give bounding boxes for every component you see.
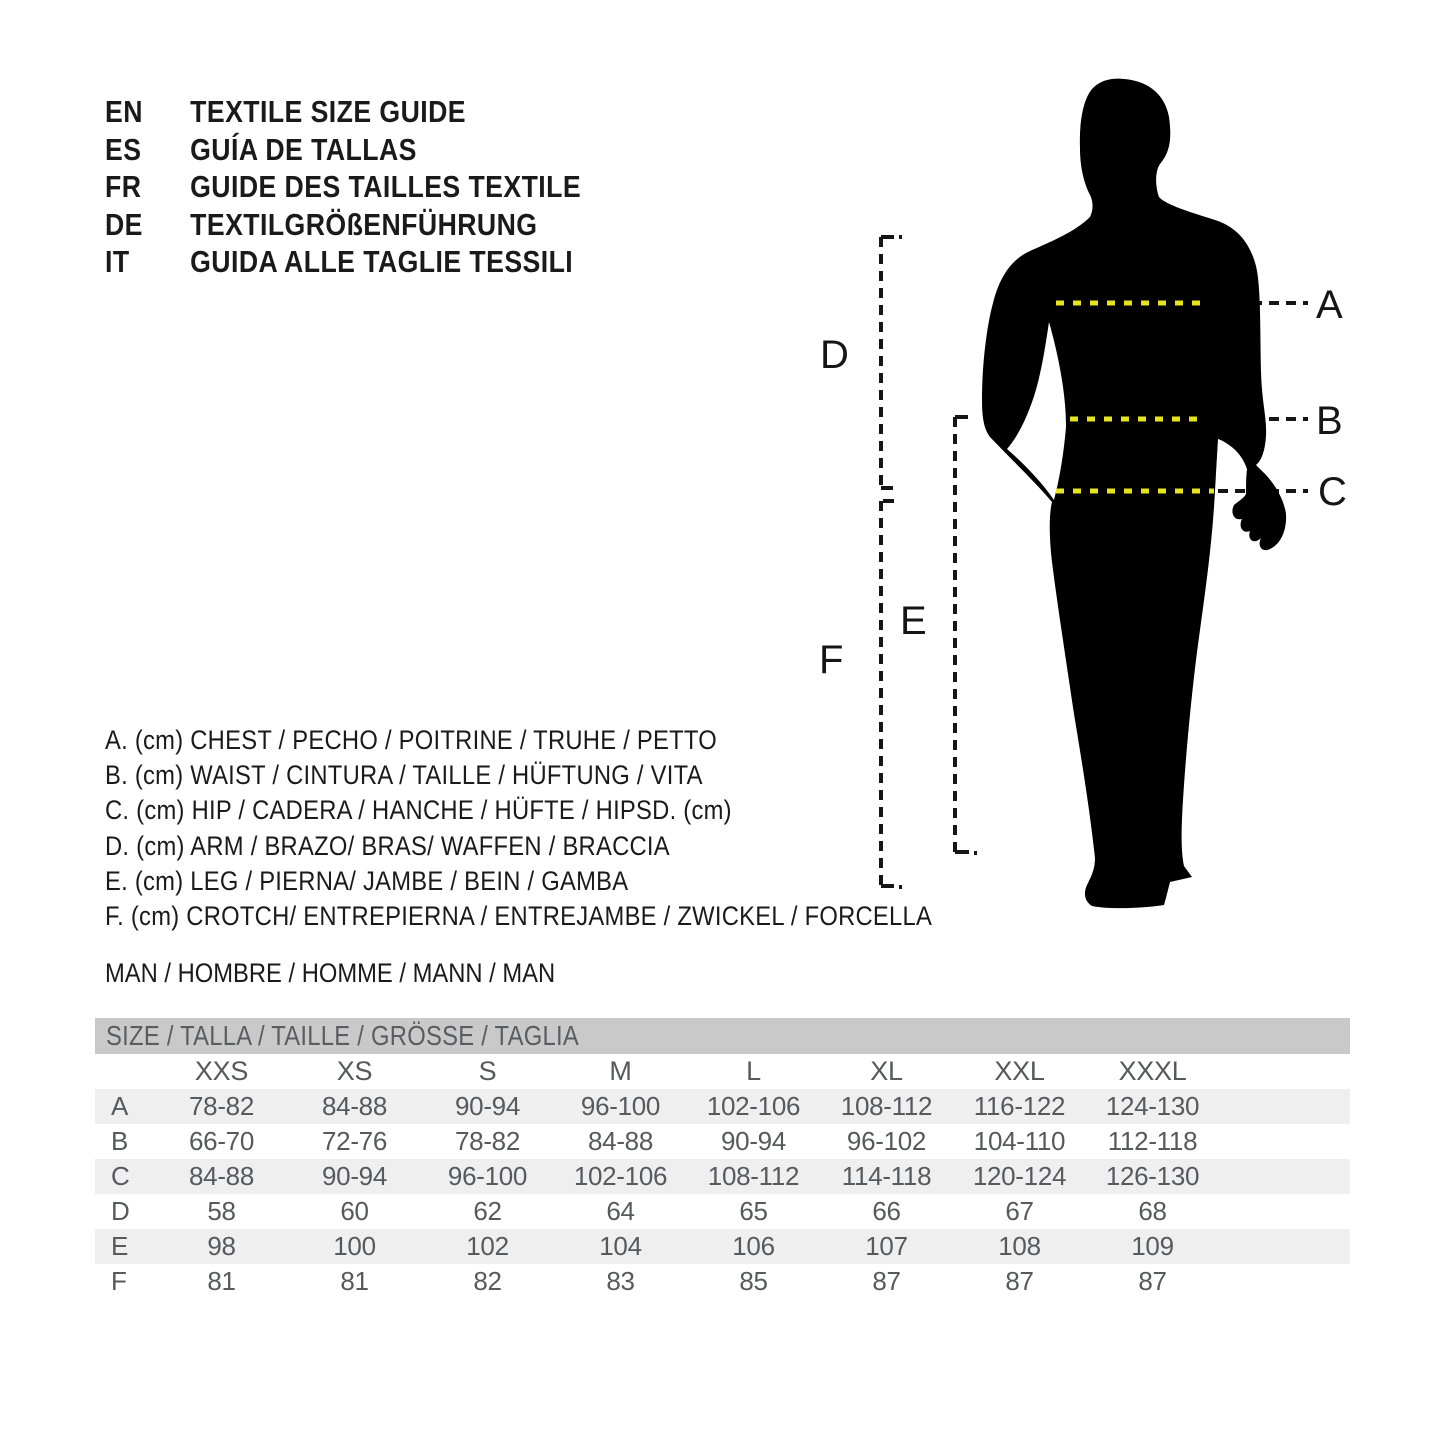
language-row-fr (105, 168, 659, 206)
legend-arm: D. (cm) ARM / BRAZO/ BRAS/ WAFFEN / BRACCIA (105, 830, 670, 861)
guide-title: GUÍA DE TALLAS (190, 131, 417, 167)
table-cell: 98 (207, 1231, 236, 1261)
column-header-xs: XS (336, 1056, 373, 1086)
size-column-header-row (95, 1054, 1350, 1089)
legend-hip: C. (cm) HIP / CADERA / HANCHE / HÜFTE / HIPSD. (cm) (105, 795, 732, 826)
measurement-legend (105, 723, 1045, 934)
table-row-chest (95, 1089, 1350, 1124)
table-cell: 108 (998, 1231, 1041, 1261)
table-cell: 109 (1131, 1231, 1174, 1261)
table-cell: 78-82 (189, 1091, 254, 1121)
table-cell: 87 (1005, 1266, 1034, 1296)
row-label: F (111, 1266, 127, 1296)
language-code: DE (105, 206, 143, 242)
table-cell: 83 (606, 1266, 635, 1296)
table-cell: 64 (606, 1196, 635, 1226)
table-cell: 65 (739, 1196, 768, 1226)
column-header-s: S (478, 1056, 497, 1086)
chest-label: A (1316, 283, 1343, 327)
row-label: C (111, 1161, 130, 1191)
guide-title: TEXTILGRÖßENFÜHRUNG (190, 206, 538, 242)
column-header-xxl: XXL (994, 1056, 1045, 1086)
size-table-title: SIZE / TALLA / TAILLE / GRÖSSE / TAGLIA (106, 1020, 579, 1051)
table-cell: 66 (872, 1196, 901, 1226)
table-cell: 114-118 (841, 1161, 932, 1191)
size-table-title-band (95, 1018, 1350, 1054)
table-cell: 87 (1138, 1266, 1167, 1296)
filler-cell (1219, 1124, 1350, 1159)
table-row-arm (95, 1194, 1350, 1229)
table-row-hip (95, 1159, 1350, 1194)
table-cell: 62 (473, 1196, 502, 1226)
table-cell: 112-118 (1107, 1126, 1198, 1156)
table-cell: 100 (333, 1231, 376, 1261)
table-cell: 124-130 (1105, 1091, 1200, 1121)
table-cell: 82 (473, 1266, 502, 1296)
table-cell: 60 (340, 1196, 369, 1226)
filler-cell (1219, 1054, 1350, 1089)
table-cell: 104-110 (973, 1126, 1066, 1156)
table-cell: 72-76 (322, 1126, 387, 1156)
crotch-label: F (819, 638, 844, 682)
table-cell: 107 (865, 1231, 908, 1261)
table-cell: 78-82 (455, 1126, 520, 1156)
table-cell: 102-106 (573, 1161, 668, 1191)
language-row-en (105, 93, 659, 131)
table-cell: 84-88 (189, 1161, 254, 1191)
table-cell: 120-124 (972, 1161, 1067, 1191)
table-cell: 85 (739, 1266, 768, 1296)
table-cell: 96-100 (580, 1091, 661, 1121)
table-cell: 96-102 (846, 1126, 927, 1156)
language-code: IT (105, 244, 130, 279)
language-code: EN (105, 94, 143, 129)
language-code: ES (105, 131, 142, 167)
table-cell: 66-70 (189, 1126, 254, 1156)
legend-waist: B. (cm) WAIST / CINTURA / TAILLE / HÜFTUNG / VITA (105, 760, 703, 791)
legend-crotch: F. (cm) CROTCH/ ENTREPIERNA / ENTREJAMBE / ZWICKEL / FORCELLA (105, 900, 933, 931)
table-cell: 68 (1138, 1196, 1167, 1226)
table-cell: 81 (207, 1266, 236, 1296)
column-header-xl: XL (870, 1056, 903, 1086)
table-cell: 58 (207, 1196, 236, 1226)
column-header-m: M (609, 1056, 632, 1086)
hip-label: C (1318, 470, 1347, 514)
arm-label: D (820, 333, 849, 377)
table-cell: 90-94 (455, 1091, 520, 1121)
table-cell: 102 (466, 1231, 509, 1261)
row-label: D (111, 1196, 130, 1226)
table-cell: 108-112 (707, 1161, 800, 1191)
language-row-es (105, 131, 659, 169)
guide-title: GUIDE DES TAILLES TEXTILE (190, 169, 582, 204)
legend-leg: E. (cm) LEG / PIERNA/ JAMBE / BEIN / GAMBA (105, 865, 629, 896)
table-cell: 67 (1005, 1196, 1034, 1226)
table-row-waist (95, 1124, 1350, 1159)
table-cell: 81 (340, 1266, 369, 1296)
filler-cell (1219, 1229, 1350, 1264)
table-cell: 108-112 (840, 1091, 933, 1121)
row-label: B (111, 1126, 129, 1156)
table-cell: 102-106 (706, 1091, 801, 1121)
size-table (95, 1018, 1350, 1299)
guide-title: TEXTILE SIZE GUIDE (190, 94, 466, 129)
waist-label: B (1316, 399, 1343, 443)
table-cell: 87 (872, 1266, 901, 1296)
table-cell: 84-88 (322, 1091, 387, 1121)
table-cell: 90-94 (322, 1161, 387, 1191)
table-cell: 84-88 (588, 1126, 653, 1156)
filler-cell (1219, 1159, 1350, 1194)
guide-title: GUIDA ALLE TAGLIE TESSILI (190, 244, 574, 279)
column-header-xxxl: XXXL (1118, 1056, 1187, 1086)
column-header-l: L (746, 1056, 761, 1086)
filler-cell (1219, 1089, 1350, 1124)
filler-cell (1219, 1194, 1350, 1229)
leg-label: E (900, 599, 927, 643)
legend-chest: A. (cm) CHEST / PECHO / POITRINE / TRUHE / PETTO (105, 725, 718, 755)
table-row-crotch (95, 1264, 1350, 1299)
column-header-xxs: XXS (194, 1056, 249, 1086)
language-title-block (105, 93, 659, 281)
language-row-de (105, 206, 659, 244)
table-cell: 96-100 (447, 1161, 528, 1191)
row-label: A (111, 1091, 129, 1121)
filler-cell (1219, 1264, 1350, 1299)
table-cell: 116-122 (973, 1091, 1066, 1121)
table-cell: 126-130 (1105, 1161, 1200, 1191)
table-row-leg (95, 1229, 1350, 1264)
language-row-it (105, 243, 659, 281)
corner-cell (95, 1054, 155, 1089)
gender-line: MAN / HOMBRE / HOMME / MANN / MAN (105, 958, 556, 988)
table-cell: 90-94 (721, 1126, 786, 1156)
row-label: E (111, 1231, 129, 1261)
language-code: FR (105, 169, 142, 204)
table-cell: 104 (599, 1231, 642, 1261)
table-cell: 106 (732, 1231, 775, 1261)
